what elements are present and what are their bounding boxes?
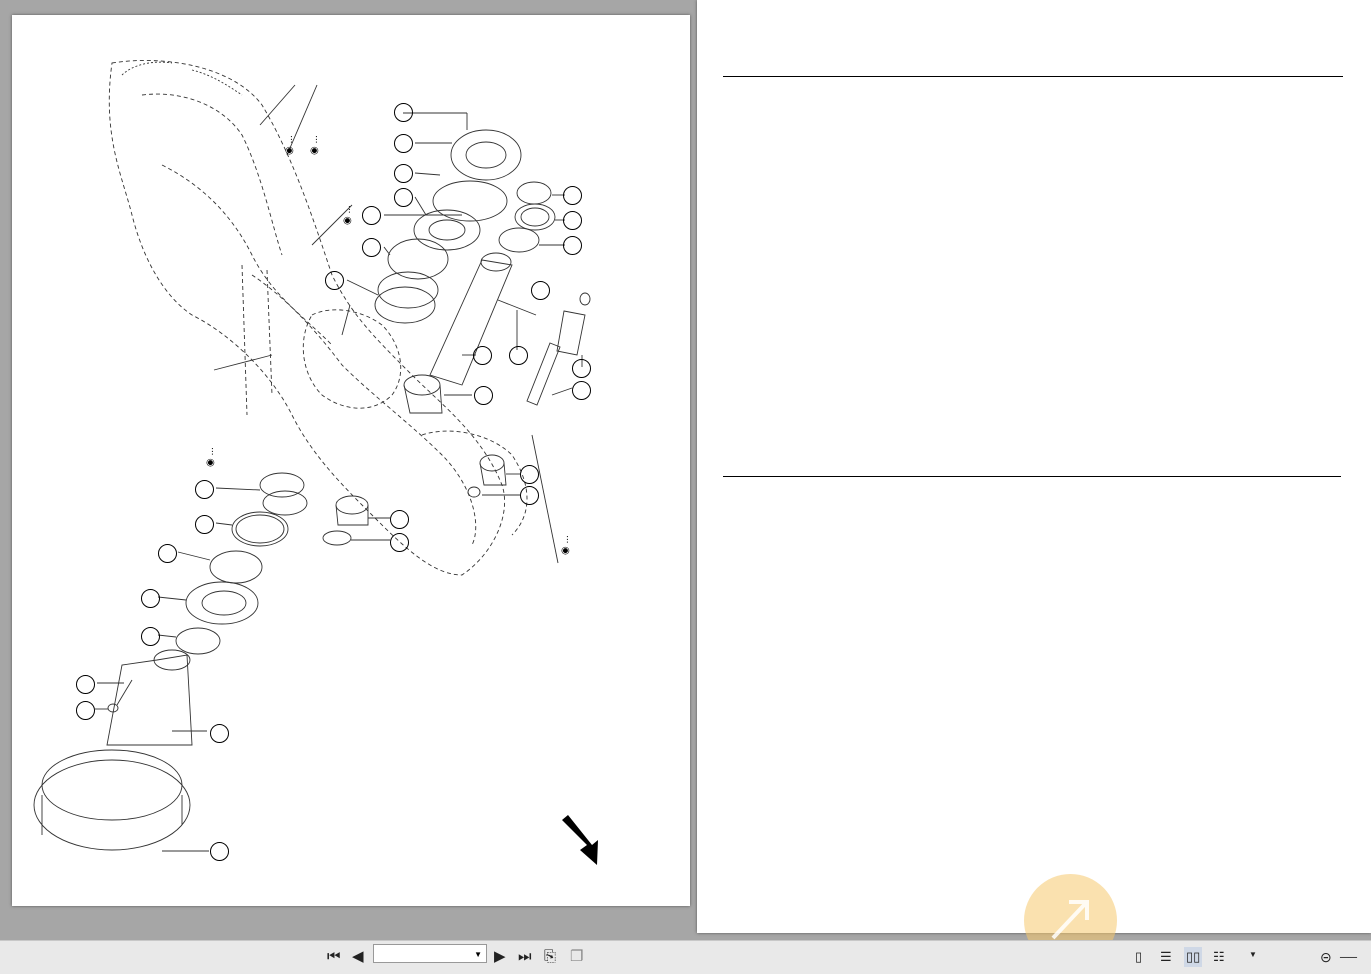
page-number-input[interactable] bbox=[373, 944, 487, 963]
callout-20 bbox=[531, 281, 550, 300]
callout-8 bbox=[325, 271, 344, 290]
callout-8-lower bbox=[195, 480, 214, 499]
callout-3 bbox=[76, 675, 95, 694]
callout-6-lower bbox=[158, 544, 177, 563]
exploded-parts-drawing bbox=[12, 15, 690, 906]
section-rule bbox=[723, 476, 1341, 477]
viewer-toolbar bbox=[0, 940, 1371, 974]
page-1-drawing bbox=[12, 15, 690, 906]
callout-7 bbox=[195, 515, 214, 534]
doc-number bbox=[723, 13, 731, 23]
view-ref-400b: ◉ ... bbox=[342, 205, 353, 225]
col-quantity bbox=[1262, 76, 1304, 77]
callout-6-bottom bbox=[141, 627, 160, 646]
callout-16 bbox=[473, 346, 492, 365]
view-ref-842b: ◉ ... bbox=[560, 535, 571, 555]
col-pos bbox=[723, 76, 757, 77]
zoom-dropdown-icon[interactable]: ▼ bbox=[1249, 950, 1257, 959]
table-header bbox=[723, 76, 1343, 77]
callout-17 bbox=[509, 346, 528, 365]
continuous-view-icon[interactable]: ☰ bbox=[1160, 949, 1172, 964]
callout-1 bbox=[210, 842, 229, 861]
view-ref-842a: ◉ ... bbox=[205, 447, 216, 467]
col-dimension bbox=[1167, 76, 1262, 77]
col-conditions bbox=[1304, 76, 1343, 77]
callout-19 bbox=[563, 211, 582, 230]
view-ref-770: ◉ ... bbox=[284, 135, 295, 155]
zoom-level[interactable] bbox=[1249, 946, 1257, 960]
zoom-out-icon[interactable]: ⊝ bbox=[1320, 949, 1332, 965]
callout-2 bbox=[76, 701, 95, 720]
watermark-arrow-icon bbox=[1045, 890, 1100, 945]
callout-14 bbox=[394, 134, 413, 153]
callout-11 bbox=[362, 206, 381, 225]
next-page-icon[interactable]: ▶ bbox=[494, 948, 506, 965]
facing-view-icon[interactable]: ▯▯ bbox=[1184, 947, 1202, 967]
callout-15 bbox=[394, 103, 413, 122]
callout-4 bbox=[210, 724, 229, 743]
continuous-facing-icon[interactable]: ☷ bbox=[1213, 949, 1225, 964]
callout-21-right bbox=[520, 465, 539, 484]
callout-20-right bbox=[520, 486, 539, 505]
col-description bbox=[829, 76, 1167, 77]
chevron-down-icon[interactable]: ▼ bbox=[474, 950, 482, 959]
callout-13 bbox=[394, 164, 413, 183]
page-export-icon[interactable]: ⎘ bbox=[544, 948, 557, 965]
parts-table bbox=[723, 76, 1343, 77]
callout-9 bbox=[563, 186, 582, 205]
callout-21 bbox=[572, 359, 591, 378]
callout-22 bbox=[572, 381, 591, 400]
callout-12 bbox=[394, 188, 413, 207]
single-page-view-icon[interactable]: ▯ bbox=[1135, 949, 1143, 964]
callout-6 bbox=[362, 238, 381, 257]
view-ref-400a: ◉ ... bbox=[309, 135, 320, 155]
page-2-parts-list bbox=[697, 0, 1371, 933]
callout-10-mid bbox=[390, 510, 409, 529]
callout-18 bbox=[563, 236, 582, 255]
zoom-slider[interactable]: ── bbox=[1340, 950, 1358, 964]
first-page-icon[interactable]: ⏮ bbox=[327, 948, 341, 965]
callout-10 bbox=[474, 386, 493, 405]
page-copy-icon[interactable]: ❐ bbox=[570, 948, 584, 965]
previous-page-icon[interactable]: ◀ bbox=[352, 948, 364, 965]
callout-5 bbox=[141, 589, 160, 608]
last-page-icon[interactable]: ⏭ bbox=[518, 948, 532, 965]
callout-9-mid bbox=[390, 533, 409, 552]
col-part-no bbox=[757, 76, 829, 77]
